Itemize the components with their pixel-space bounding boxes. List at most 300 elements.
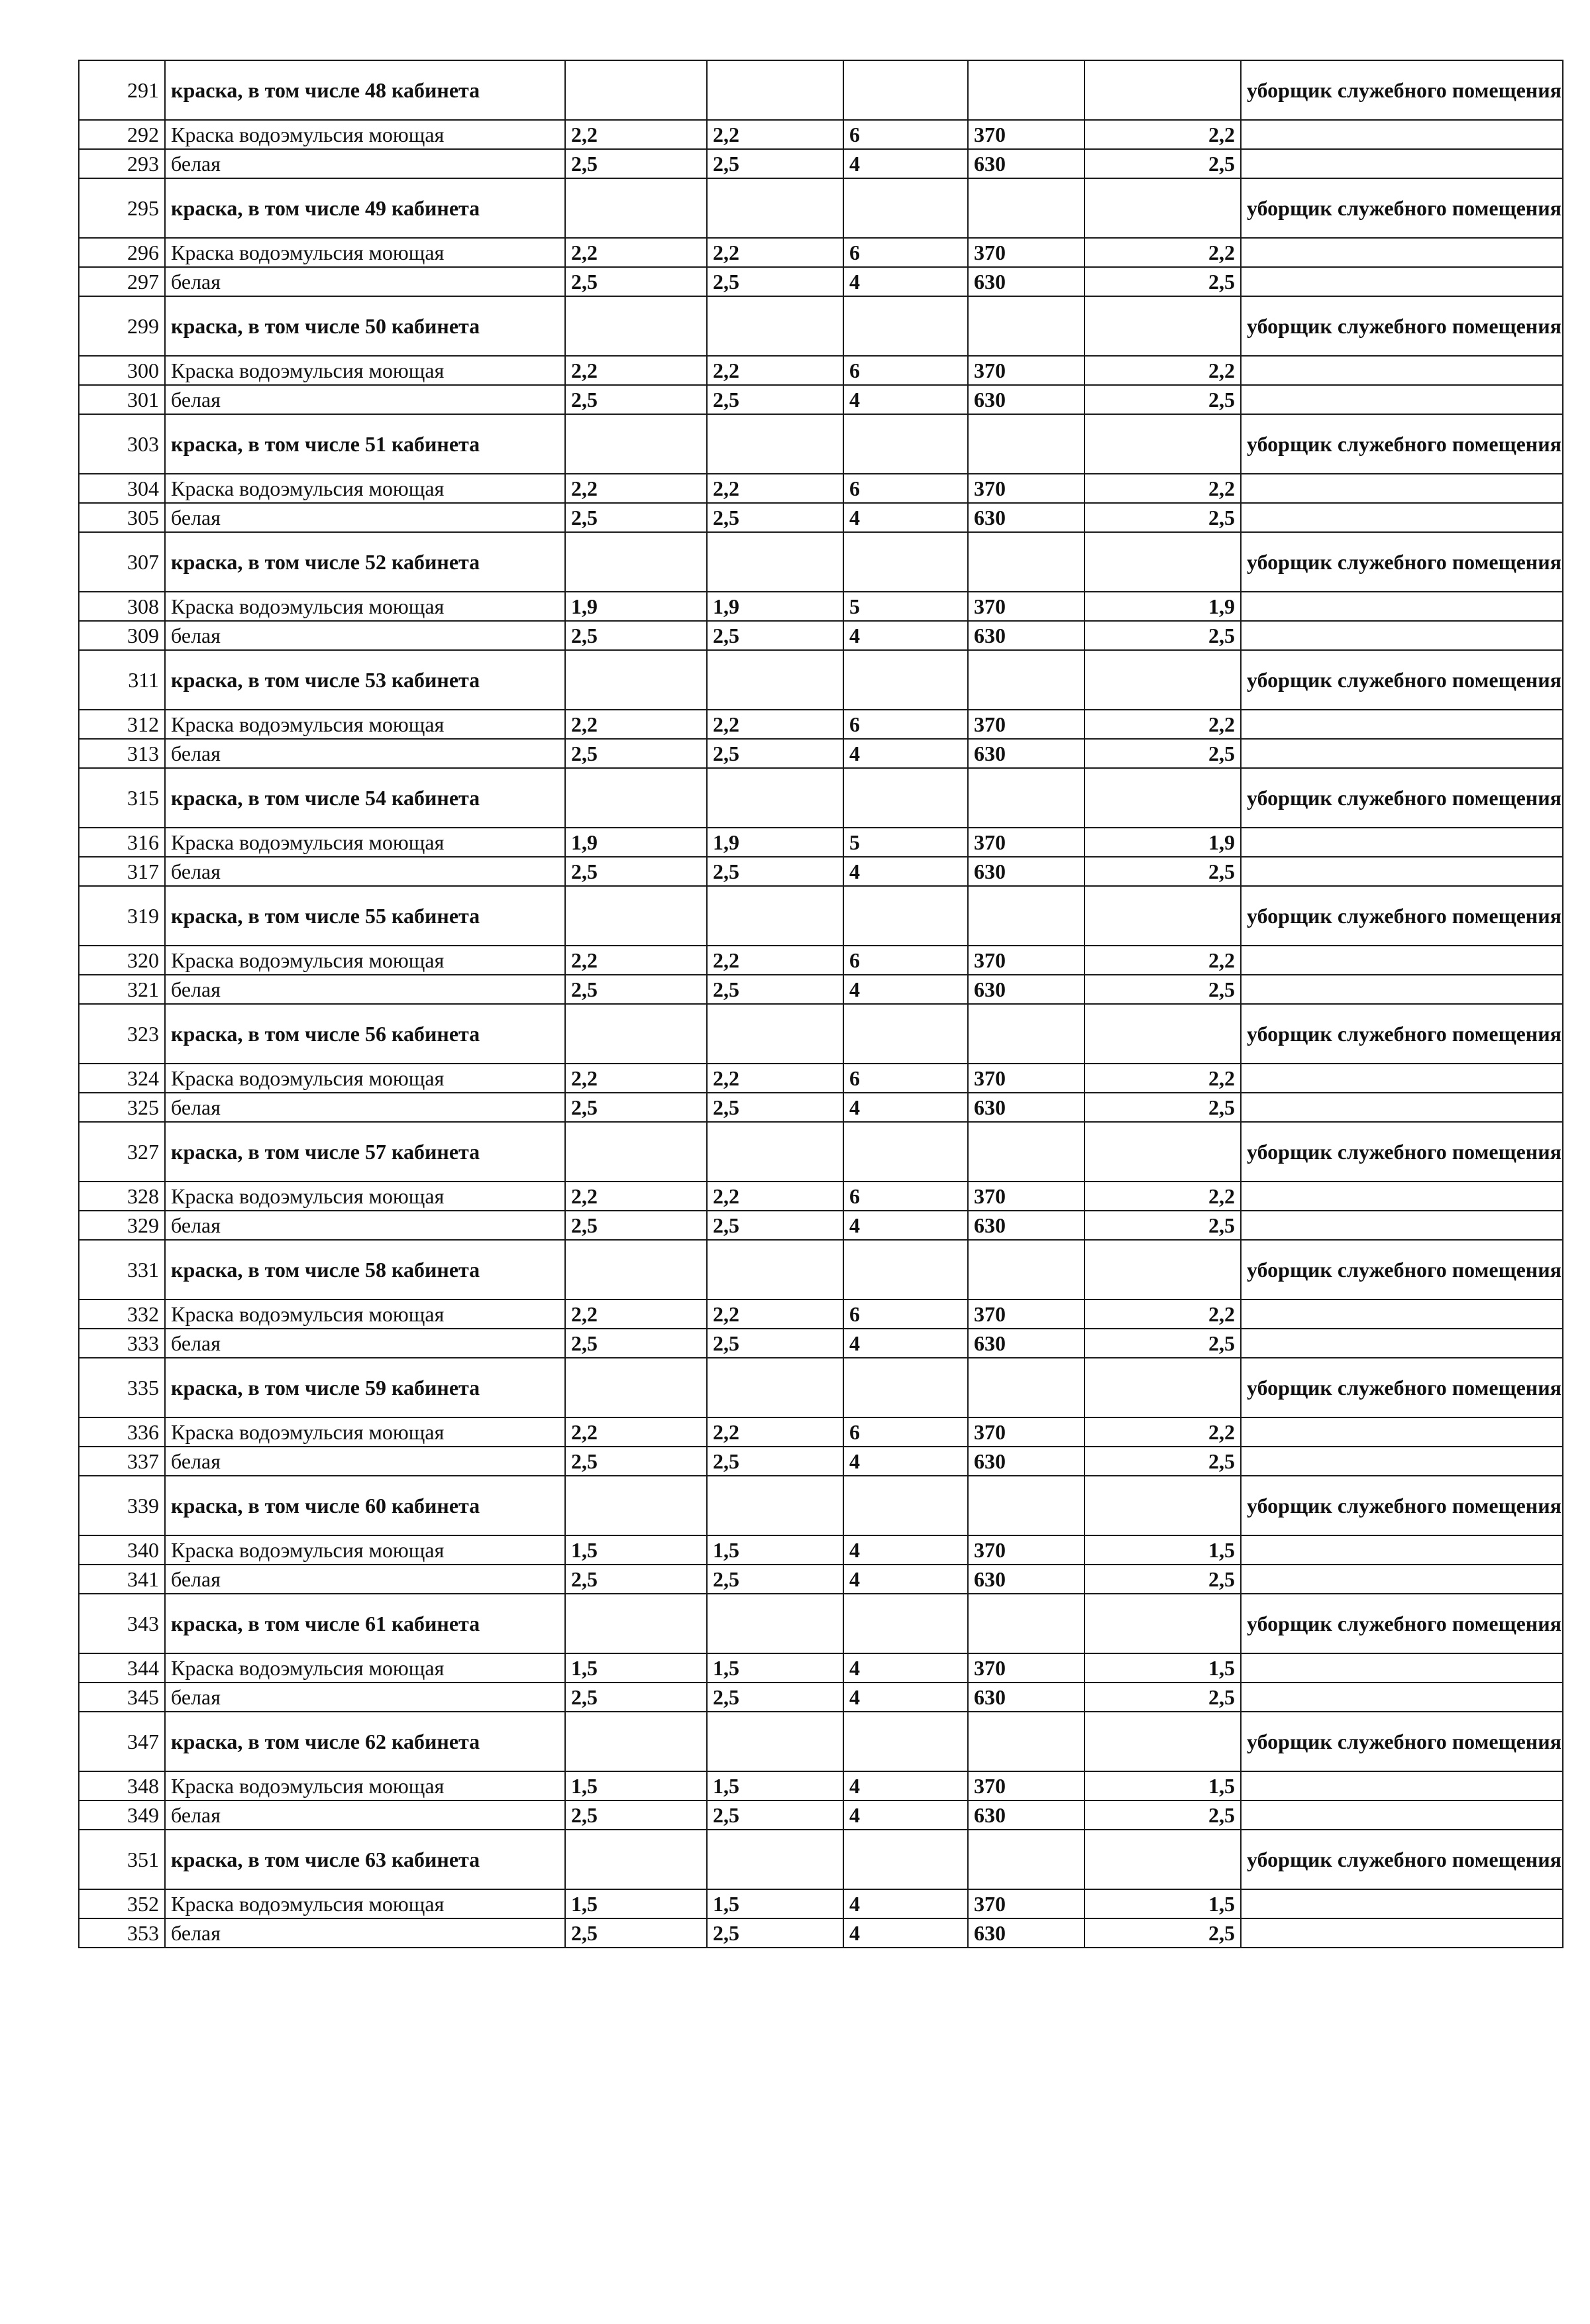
value-cell-4: 370 (968, 1535, 1085, 1565)
empty-cell (707, 650, 843, 710)
table-row (79, 120, 1563, 149)
responsible-note: уборщик служебного помещения (1241, 886, 1563, 946)
row-number: 345 (79, 1683, 165, 1712)
value-cell-4: 370 (968, 1889, 1085, 1918)
table-row (79, 503, 1563, 532)
value-cell-4: 630 (968, 1093, 1085, 1122)
value-cell-1: 2,5 (565, 503, 707, 532)
value-cell-2: 2,2 (707, 1182, 843, 1211)
value-cell-3: 4 (843, 1565, 968, 1594)
row-number: 339 (79, 1476, 165, 1535)
empty-cell (1241, 739, 1563, 768)
value-cell-3: 6 (843, 1300, 968, 1329)
empty-cell (843, 1594, 968, 1653)
item-name: белая (165, 857, 565, 886)
row-number: 324 (79, 1064, 165, 1093)
value-cell-3: 4 (843, 1535, 968, 1565)
empty-cell (968, 414, 1085, 474)
item-name: Краска водоэмульсия моющая (165, 1535, 565, 1565)
table-row (79, 474, 1563, 503)
responsible-note: уборщик служебного помещения (1241, 1594, 1563, 1653)
empty-cell (1241, 1771, 1563, 1800)
value-cell-4: 630 (968, 503, 1085, 532)
table-row-group-header (79, 532, 1563, 592)
value-cell-3: 6 (843, 120, 968, 149)
row-number: 321 (79, 975, 165, 1004)
item-name: белая (165, 1447, 565, 1476)
table-row (79, 946, 1563, 975)
value-cell-3: 4 (843, 1447, 968, 1476)
value-cell-3: 5 (843, 828, 968, 857)
empty-cell (1085, 1358, 1241, 1417)
empty-cell (1241, 1093, 1563, 1122)
value-cell-5: 2,2 (1085, 1182, 1241, 1211)
value-cell-5: 2,5 (1085, 739, 1241, 768)
item-name: белая (165, 1800, 565, 1830)
row-number: 333 (79, 1329, 165, 1358)
value-cell-2: 2,5 (707, 1683, 843, 1712)
row-number: 311 (79, 650, 165, 710)
empty-cell (1241, 385, 1563, 414)
value-cell-5: 2,5 (1085, 1447, 1241, 1476)
empty-cell (707, 1476, 843, 1535)
empty-cell (843, 1358, 968, 1417)
value-cell-4: 370 (968, 592, 1085, 621)
group-title: краска, в том числе 61 кабинета (165, 1594, 565, 1653)
empty-cell (707, 1122, 843, 1182)
empty-cell (1241, 356, 1563, 385)
empty-cell (1085, 1122, 1241, 1182)
group-title: краска, в том числе 54 кабинета (165, 768, 565, 828)
item-name: Краска водоэмульсия моющая (165, 710, 565, 739)
value-cell-3: 6 (843, 1064, 968, 1093)
value-cell-2: 2,2 (707, 710, 843, 739)
value-cell-5: 2,2 (1085, 1064, 1241, 1093)
row-number: 340 (79, 1535, 165, 1565)
value-cell-3: 4 (843, 857, 968, 886)
row-number: 323 (79, 1004, 165, 1064)
value-cell-3: 6 (843, 238, 968, 267)
table-body (79, 60, 1563, 1948)
value-cell-5: 2,5 (1085, 975, 1241, 1004)
empty-cell (565, 296, 707, 356)
empty-cell (1085, 1830, 1241, 1889)
empty-cell (843, 1830, 968, 1889)
empty-cell (1241, 1889, 1563, 1918)
value-cell-2: 2,2 (707, 1300, 843, 1329)
table-row (79, 238, 1563, 267)
responsible-note: уборщик служебного помещения (1241, 178, 1563, 238)
empty-cell (1241, 1918, 1563, 1948)
value-cell-1: 2,5 (565, 1683, 707, 1712)
value-cell-5: 2,2 (1085, 1300, 1241, 1329)
row-number: 329 (79, 1211, 165, 1240)
item-name: Краска водоэмульсия моющая (165, 356, 565, 385)
row-number: 304 (79, 474, 165, 503)
value-cell-4: 370 (968, 1417, 1085, 1447)
value-cell-3: 6 (843, 946, 968, 975)
value-cell-5: 1,5 (1085, 1771, 1241, 1800)
empty-cell (968, 1004, 1085, 1064)
empty-cell (1241, 149, 1563, 178)
value-cell-2: 2,2 (707, 356, 843, 385)
responsible-note: уборщик служебного помещения (1241, 1240, 1563, 1300)
row-number: 312 (79, 710, 165, 739)
value-cell-4: 630 (968, 739, 1085, 768)
responsible-note: уборщик служебного помещения (1241, 296, 1563, 356)
table-row (79, 385, 1563, 414)
value-cell-5: 2,2 (1085, 356, 1241, 385)
table-row-group-header (79, 296, 1563, 356)
table-row (79, 857, 1563, 886)
table-row (79, 356, 1563, 385)
value-cell-3: 6 (843, 474, 968, 503)
empty-cell (1241, 828, 1563, 857)
table-row-group-header (79, 60, 1563, 120)
value-cell-5: 2,2 (1085, 474, 1241, 503)
group-title: краска, в том числе 56 кабинета (165, 1004, 565, 1064)
value-cell-1: 2,2 (565, 710, 707, 739)
value-cell-1: 1,5 (565, 1771, 707, 1800)
value-cell-1: 2,5 (565, 385, 707, 414)
empty-cell (565, 1594, 707, 1653)
value-cell-5: 2,5 (1085, 1211, 1241, 1240)
value-cell-5: 2,5 (1085, 1800, 1241, 1830)
empty-cell (1241, 1182, 1563, 1211)
responsible-note: уборщик служебного помещения (1241, 650, 1563, 710)
item-name: Краска водоэмульсия моющая (165, 946, 565, 975)
value-cell-1: 2,5 (565, 267, 707, 296)
row-number: 299 (79, 296, 165, 356)
value-cell-2: 2,5 (707, 857, 843, 886)
row-number: 347 (79, 1712, 165, 1771)
value-cell-1: 2,2 (565, 1182, 707, 1211)
table-row-group-header (79, 414, 1563, 474)
value-cell-3: 4 (843, 1329, 968, 1358)
table-row-group-header (79, 886, 1563, 946)
value-cell-3: 4 (843, 1093, 968, 1122)
empty-cell (1241, 503, 1563, 532)
empty-cell (565, 1476, 707, 1535)
group-title: краска, в том числе 48 кабинета (165, 60, 565, 120)
table-row (79, 1683, 1563, 1712)
value-cell-4: 630 (968, 1211, 1085, 1240)
item-name: белая (165, 1093, 565, 1122)
row-number: 296 (79, 238, 165, 267)
value-cell-4: 630 (968, 1918, 1085, 1948)
responsible-note: уборщик служебного помещения (1241, 60, 1563, 120)
row-number: 291 (79, 60, 165, 120)
row-number: 327 (79, 1122, 165, 1182)
value-cell-5: 1,5 (1085, 1653, 1241, 1683)
value-cell-2: 2,5 (707, 1565, 843, 1594)
empty-cell (843, 1122, 968, 1182)
item-name: белая (165, 739, 565, 768)
empty-cell (968, 1358, 1085, 1417)
empty-cell (1085, 414, 1241, 474)
value-cell-3: 4 (843, 1771, 968, 1800)
empty-cell (968, 60, 1085, 120)
value-cell-1: 2,5 (565, 857, 707, 886)
empty-cell (1241, 238, 1563, 267)
value-cell-4: 370 (968, 1771, 1085, 1800)
value-cell-5: 1,5 (1085, 1535, 1241, 1565)
table-row (79, 1771, 1563, 1800)
table-row (79, 1653, 1563, 1683)
empty-cell (707, 60, 843, 120)
table-row (79, 1211, 1563, 1240)
value-cell-2: 2,5 (707, 1800, 843, 1830)
group-title: краска, в том числе 51 кабинета (165, 414, 565, 474)
table-row (79, 1889, 1563, 1918)
value-cell-3: 4 (843, 149, 968, 178)
value-cell-2: 2,5 (707, 267, 843, 296)
value-cell-3: 6 (843, 356, 968, 385)
row-number: 313 (79, 739, 165, 768)
item-name: белая (165, 975, 565, 1004)
item-name: белая (165, 267, 565, 296)
value-cell-3: 4 (843, 1211, 968, 1240)
item-name: Краска водоэмульсия моющая (165, 1182, 565, 1211)
empty-cell (565, 532, 707, 592)
empty-cell (968, 178, 1085, 238)
empty-cell (707, 886, 843, 946)
value-cell-2: 1,9 (707, 592, 843, 621)
row-number: 297 (79, 267, 165, 296)
value-cell-2: 1,5 (707, 1771, 843, 1800)
table-row (79, 1182, 1563, 1211)
empty-cell (1241, 1447, 1563, 1476)
empty-cell (1241, 267, 1563, 296)
row-number: 295 (79, 178, 165, 238)
value-cell-5: 2,5 (1085, 385, 1241, 414)
item-name: Краска водоэмульсия моющая (165, 1064, 565, 1093)
row-number: 351 (79, 1830, 165, 1889)
table-row (79, 1535, 1563, 1565)
responsible-note: уборщик служебного помещения (1241, 1358, 1563, 1417)
empty-cell (565, 650, 707, 710)
value-cell-2: 2,5 (707, 1211, 843, 1240)
value-cell-4: 630 (968, 1800, 1085, 1830)
empty-cell (968, 1712, 1085, 1771)
table-row-group-header (79, 650, 1563, 710)
item-name: Краска водоэмульсия моющая (165, 1417, 565, 1447)
row-number: 332 (79, 1300, 165, 1329)
value-cell-5: 2,2 (1085, 1417, 1241, 1447)
value-cell-1: 2,2 (565, 1417, 707, 1447)
value-cell-4: 630 (968, 621, 1085, 650)
empty-cell (707, 532, 843, 592)
value-cell-2: 2,5 (707, 1093, 843, 1122)
table-row-group-header (79, 1830, 1563, 1889)
empty-cell (1241, 975, 1563, 1004)
value-cell-1: 2,5 (565, 1447, 707, 1476)
value-cell-4: 370 (968, 1064, 1085, 1093)
row-number: 300 (79, 356, 165, 385)
value-cell-4: 630 (968, 1329, 1085, 1358)
responsible-note: уборщик служебного помещения (1241, 414, 1563, 474)
responsible-note: уборщик служебного помещения (1241, 1122, 1563, 1182)
row-number: 293 (79, 149, 165, 178)
empty-cell (968, 1476, 1085, 1535)
table-row-group-header (79, 1004, 1563, 1064)
table-row-group-header (79, 1358, 1563, 1417)
empty-cell (1241, 857, 1563, 886)
value-cell-1: 2,2 (565, 238, 707, 267)
value-cell-3: 4 (843, 975, 968, 1004)
table-row (79, 1800, 1563, 1830)
group-title: краска, в том числе 49 кабинета (165, 178, 565, 238)
empty-cell (1241, 120, 1563, 149)
group-title: краска, в том числе 63 кабинета (165, 1830, 565, 1889)
empty-cell (707, 414, 843, 474)
item-name: белая (165, 1565, 565, 1594)
empty-cell (707, 1594, 843, 1653)
item-name: белая (165, 621, 565, 650)
value-cell-2: 1,5 (707, 1889, 843, 1918)
value-cell-4: 630 (968, 857, 1085, 886)
row-number: 341 (79, 1565, 165, 1594)
empty-cell (1241, 710, 1563, 739)
row-number: 292 (79, 120, 165, 149)
empty-cell (843, 414, 968, 474)
responsible-note: уборщик служебного помещения (1241, 1712, 1563, 1771)
empty-cell (968, 1830, 1085, 1889)
value-cell-1: 2,2 (565, 120, 707, 149)
value-cell-5: 2,2 (1085, 238, 1241, 267)
table-row (79, 1093, 1563, 1122)
empty-cell (565, 178, 707, 238)
value-cell-5: 2,2 (1085, 946, 1241, 975)
item-name: Краска водоэмульсия моющая (165, 474, 565, 503)
item-name: Краска водоэмульсия моющая (165, 1889, 565, 1918)
empty-cell (565, 414, 707, 474)
empty-cell (565, 1004, 707, 1064)
value-cell-2: 1,9 (707, 828, 843, 857)
empty-cell (843, 296, 968, 356)
item-name: белая (165, 1683, 565, 1712)
empty-cell (843, 650, 968, 710)
item-name: Краска водоэмульсия моющая (165, 828, 565, 857)
empty-cell (1085, 296, 1241, 356)
empty-cell (843, 768, 968, 828)
item-name: белая (165, 1329, 565, 1358)
value-cell-4: 630 (968, 975, 1085, 1004)
item-name: Краска водоэмульсия моющая (165, 120, 565, 149)
value-cell-5: 2,2 (1085, 120, 1241, 149)
value-cell-3: 4 (843, 621, 968, 650)
item-name: Краска водоэмульсия моющая (165, 238, 565, 267)
empty-cell (1241, 1565, 1563, 1594)
value-cell-2: 2,2 (707, 1064, 843, 1093)
value-cell-4: 370 (968, 946, 1085, 975)
value-cell-5: 2,2 (1085, 710, 1241, 739)
value-cell-1: 1,5 (565, 1535, 707, 1565)
row-number: 317 (79, 857, 165, 886)
empty-cell (1241, 474, 1563, 503)
group-title: краска, в том числе 57 кабинета (165, 1122, 565, 1182)
empty-cell (707, 768, 843, 828)
empty-cell (843, 1476, 968, 1535)
group-title: краска, в том числе 53 кабинета (165, 650, 565, 710)
value-cell-4: 630 (968, 385, 1085, 414)
table-row (79, 828, 1563, 857)
value-cell-3: 4 (843, 1889, 968, 1918)
value-cell-1: 2,5 (565, 1800, 707, 1830)
empty-cell (1085, 532, 1241, 592)
empty-cell (707, 296, 843, 356)
table-row (79, 621, 1563, 650)
empty-cell (1241, 1535, 1563, 1565)
value-cell-4: 370 (968, 120, 1085, 149)
responsible-note: уборщик служебного помещения (1241, 1004, 1563, 1064)
table-row-group-header (79, 1712, 1563, 1771)
item-name: белая (165, 385, 565, 414)
empty-cell (707, 178, 843, 238)
value-cell-3: 4 (843, 1653, 968, 1683)
value-cell-4: 630 (968, 1565, 1085, 1594)
empty-cell (968, 532, 1085, 592)
value-cell-2: 2,5 (707, 385, 843, 414)
group-title: краска, в том числе 62 кабинета (165, 1712, 565, 1771)
empty-cell (1241, 592, 1563, 621)
value-cell-5: 1,9 (1085, 828, 1241, 857)
value-cell-1: 2,2 (565, 474, 707, 503)
empty-cell (968, 1122, 1085, 1182)
table-row (79, 739, 1563, 768)
empty-cell (1241, 1300, 1563, 1329)
row-number: 315 (79, 768, 165, 828)
value-cell-5: 2,5 (1085, 1093, 1241, 1122)
value-cell-3: 5 (843, 592, 968, 621)
value-cell-4: 630 (968, 267, 1085, 296)
empty-cell (707, 1358, 843, 1417)
table-row (79, 1417, 1563, 1447)
item-name: Краска водоэмульсия моющая (165, 1771, 565, 1800)
row-number: 303 (79, 414, 165, 474)
empty-cell (707, 1240, 843, 1300)
value-cell-5: 2,5 (1085, 1329, 1241, 1358)
empty-cell (1241, 946, 1563, 975)
item-name: Краска водоэмульсия моющая (165, 1300, 565, 1329)
empty-cell (565, 886, 707, 946)
value-cell-3: 4 (843, 1683, 968, 1712)
empty-cell (1085, 60, 1241, 120)
value-cell-1: 2,5 (565, 739, 707, 768)
value-cell-1: 2,5 (565, 1093, 707, 1122)
value-cell-2: 2,2 (707, 474, 843, 503)
group-title: краска, в том числе 55 кабинета (165, 886, 565, 946)
item-name: Краска водоэмульсия моющая (165, 1653, 565, 1683)
empty-cell (1241, 1417, 1563, 1447)
empty-cell (968, 296, 1085, 356)
value-cell-5: 2,5 (1085, 267, 1241, 296)
empty-cell (843, 532, 968, 592)
empty-cell (968, 886, 1085, 946)
empty-cell (565, 768, 707, 828)
empty-cell (843, 178, 968, 238)
value-cell-1: 2,2 (565, 1064, 707, 1093)
table-row-group-header (79, 1476, 1563, 1535)
value-cell-1: 2,5 (565, 1918, 707, 1948)
value-cell-2: 2,5 (707, 739, 843, 768)
row-number: 349 (79, 1800, 165, 1830)
empty-cell (843, 60, 968, 120)
row-number: 331 (79, 1240, 165, 1300)
table-row-group-header (79, 1240, 1563, 1300)
empty-cell (843, 1004, 968, 1064)
value-cell-2: 1,5 (707, 1653, 843, 1683)
